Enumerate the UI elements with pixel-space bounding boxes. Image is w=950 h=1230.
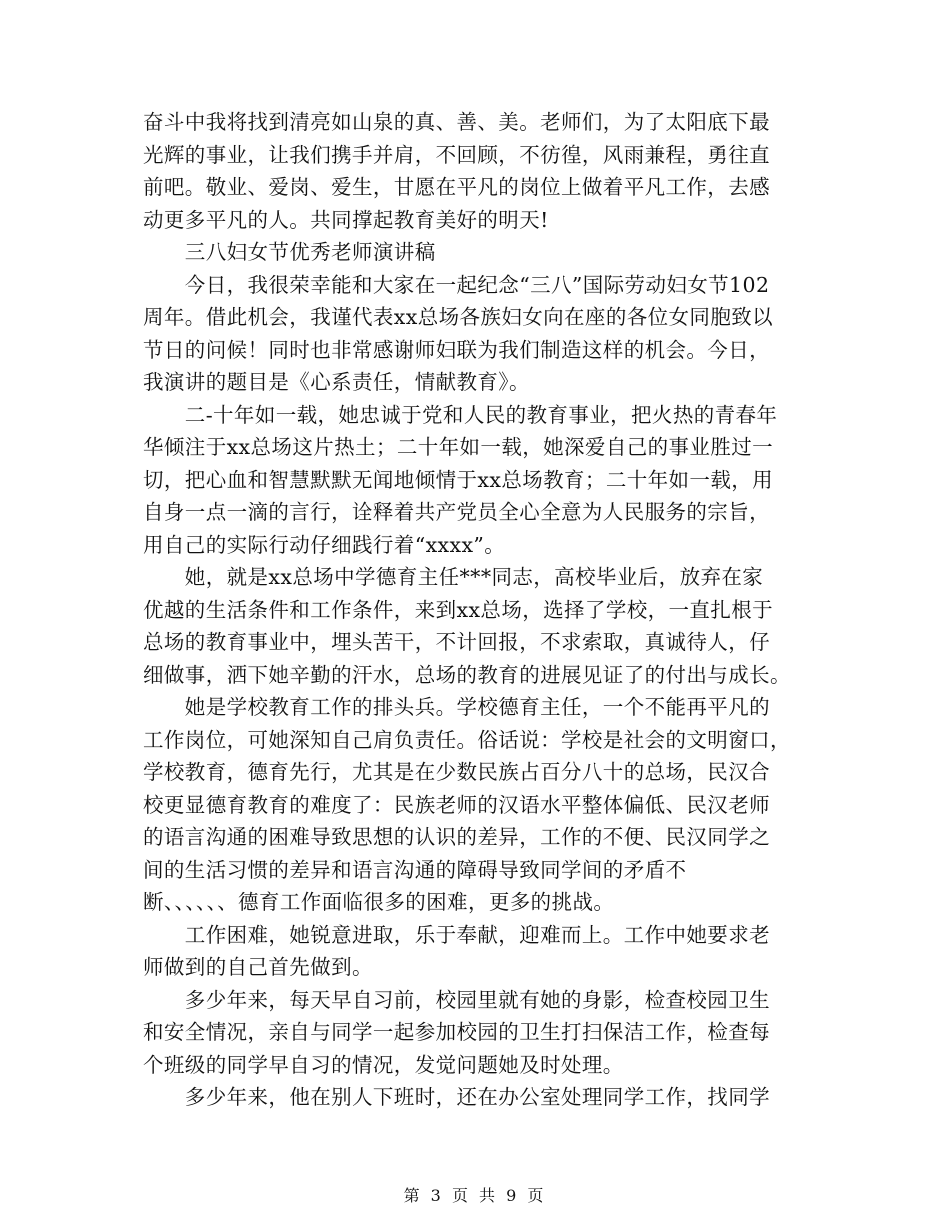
text-line: 切，把心血和智慧默默无闻地倾情于xx总场教育；二十年如一载，用 [143,467,774,492]
text-line: 个班级的同学早自习的情况，发觉问题她及时处理。 [143,1052,624,1077]
text-line: 我演讲的题目是《心系责任，情献教育》。 [143,370,530,394]
text-line: 多少年来，他在别人下班时，还在办公室处理同学工作，找同学 [143,1085,770,1109]
text-line: 她，就是xx总场中学德育主任***同志，高校毕业后，放弃在家 [143,565,764,589]
text-line: 和安全情况，亲自与同学一起参加校园的卫生打扫保洁工作，检查每 [143,1020,770,1044]
text-line: 节日的问候！同时也非常感谢师妇联为我们制造这样的机会。今日， [143,337,770,362]
page-number-label: 第 3 页 共 9 页 [403,1186,547,1205]
text-line: 周年。借此机会，我谨代表xx总场各族妇女向在座的各位女同胞致以 [143,305,774,329]
text-line: 她是学校教育工作的排头兵。学校德育主任，一个不能再平凡的 [143,695,770,719]
text-line: 前吧。敬业、爱岗、爱生，甘愿在平凡的岗位上做着平凡工作，去感 [143,175,770,199]
text-line: 学校教育，德育先行，尤其是在少数民族占百分八十的总场，民汉合 [143,760,770,784]
text-line: 二-十年如一载，她忠诚于党和人民的教育事业，把火热的青春年 [143,402,778,427]
section-heading: 三八妇女节优秀老师演讲稿 [143,240,436,264]
text-line: 工作困难，她锐意进取，乐于奉献，迎难而上。工作中她要求老 [143,922,770,947]
text-line: 总场的教育事业中，埋头苦干，不计回报，不求索取，真诚待人，仔 [143,630,770,654]
text-line: 动更多平凡的人。共同撑起教育美好的明天! [143,207,549,232]
page-footer [0,1183,950,1206]
document-body [143,106,815,1114]
text-line: 华倾注于xx总场这片热土；二十年如一载，她深爱自己的事业胜过一 [143,435,774,459]
text-line: 师做到的自己首先做到。 [143,955,373,979]
text-line: 光辉的事业，让我们携手并肩，不回顾，不彷徨，风雨兼程，勇往直 [143,142,770,167]
text-line: 优越的生活条件和工作条件，来到xx总场，选择了学校，一直扎根于 [143,597,774,622]
text-line: 的语言沟通的困难导致思想的认识的差异，工作的不便、民汉同学之 [143,825,770,849]
text-line: 间的生活习惯的差异和语言沟通的障碍导致同学间的矛盾不 [143,857,687,882]
text-line: 今日，我很荣幸能和大家在一起纪念“三八”国际劳动妇女节102 [143,272,770,297]
text-line: 用自己的实际行动仔细践行着“xxxx”。 [143,532,506,557]
text-line: 工作岗位，可她深知自己肩负责任。俗话说：学校是社会的文明窗口， [143,727,791,752]
text-line: 断、、、、、、德育工作面临很多的困难，更多的挑战。 [143,890,615,914]
text-line: 奋斗中我将找到清亮如山泉的真、善、美。老师们，为了太阳底下最 [143,110,770,134]
text-line: 细做事，洒下她辛勤的汗水，总场的教育的进展见证了的付出与成长。 [143,662,791,687]
text-line: 自身一点一滴的言行，诠释着共产党员全心全意为人民服务的宗旨， [143,500,770,524]
text-line: 校更显德育教育的难度了：民族老师的汉语水平整体偏低、民汉老师 [143,792,770,817]
text-line: 多少年来，每天早自习前，校园里就有她的身影，检查校园卫生 [143,987,770,1012]
